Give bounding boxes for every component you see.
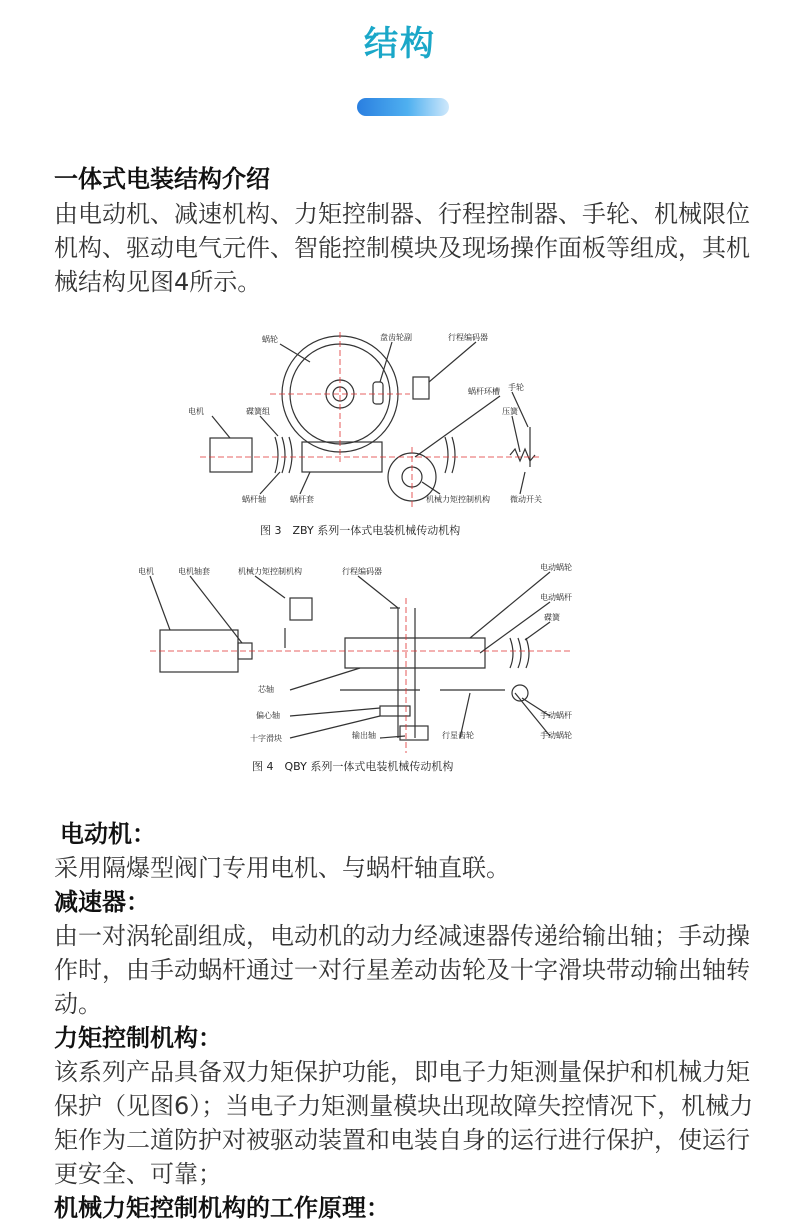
fig3-label-handwheel: 手轮 xyxy=(508,383,524,392)
reducer-heading: 减速器： xyxy=(54,888,150,916)
fig4-label-elec-worm: 电动蜗杆 xyxy=(540,593,572,602)
fig4-label-cross-slider: 十字滑块 xyxy=(250,734,282,743)
fig4-label-eccentric-shaft: 偏心轴 xyxy=(256,711,280,720)
fig4-label-output-shaft: 输出轴 xyxy=(352,731,376,740)
fig3-label-motor: 电机 xyxy=(188,407,204,416)
motor-body: 采用隔爆型阀门专用电机、与蜗杆轴直联。 xyxy=(54,854,510,882)
fig4-label-core-shaft: 芯轴 xyxy=(258,685,274,694)
fig4-label-elec-worm-wheel: 电动蜗轮 xyxy=(540,563,572,572)
figure-3-caption: 图 3 ZBY 系列一体式电装机械传动机构 xyxy=(260,524,461,537)
fig4-label-manual-worm-wheel: 手动蜗轮 xyxy=(540,731,572,740)
figure-4 xyxy=(130,558,690,780)
fig3-label-micro-switch: 微动开关 xyxy=(510,495,542,504)
page-title: 结构 xyxy=(364,24,436,64)
fig4-label-mech-torque: 机械力矩控制机构 xyxy=(238,567,302,576)
fig3-label-mech-torque: 机械力矩控制机构 xyxy=(426,495,490,504)
fig3-label-worm-wheel: 蜗轮 xyxy=(262,335,278,344)
mech-torque-heading: 机械力矩控制机构的工作原理： xyxy=(54,1194,390,1222)
fig3-label-pressure-spring: 压簧 xyxy=(502,407,518,416)
fig3-label-worm-ring: 蜗杆环槽 xyxy=(468,387,500,396)
torque-body: 该系列产品具备双力矩保护功能，即电子力矩测量保护和机械力矩保护（见图6）；当电子力矩测量模块出现故障失控情况下，机械力矩作为二道防护对被驱动装置和电装自身的运行进行保护，使运行更安全、可靠； xyxy=(54,1058,754,1188)
fig4-label-planet-gear: 行星齿轮 xyxy=(442,731,474,740)
figure-4-caption: 图 4 QBY 系列一体式电装机械传动机构 xyxy=(252,760,454,773)
fig4-label-motor: 电机 xyxy=(138,567,154,576)
fig4-label-travel-encoder: 行程编码器 xyxy=(342,567,382,576)
title-underline-bar xyxy=(357,98,449,116)
fig3-label-travel-encoder: 行程编码器 xyxy=(448,333,488,342)
intro-heading: 一体式电装结构介绍 xyxy=(54,165,270,193)
intro-body: 由电动机、减速机构、力矩控制器、行程控制器、手轮、机械限位机构、驱动电气元件、智能控制模块及现场操作面板等组成，其机械结构见图4所示。 xyxy=(54,200,750,296)
fig4-label-disc-spring: 碟簧 xyxy=(544,613,560,622)
motor-heading: 电动机： xyxy=(60,820,156,848)
reducer-body: 由一对涡轮副组成，电动机的动力经减速器传递给输出轴；手动操作时，由手动蜗杆通过一对行星差动齿轮及十字滑块带动输出轴转动。 xyxy=(54,922,750,1018)
fig3-label-worm-shaft: 蜗杆轴 xyxy=(242,495,266,504)
fig3-label-spring-group: 碟簧组 xyxy=(246,407,270,416)
fig4-label-manual-worm: 手动蜗杆 xyxy=(540,711,572,720)
fig4-label-motor-bearing: 电机轴套 xyxy=(178,567,210,576)
fig3-label-worm-sleeve: 蜗杆套 xyxy=(290,495,314,504)
torque-heading: 力矩控制机构： xyxy=(54,1024,222,1052)
fig3-label-disc-spring: 盘齿轮副 xyxy=(380,333,412,342)
figure-3 xyxy=(130,322,690,544)
